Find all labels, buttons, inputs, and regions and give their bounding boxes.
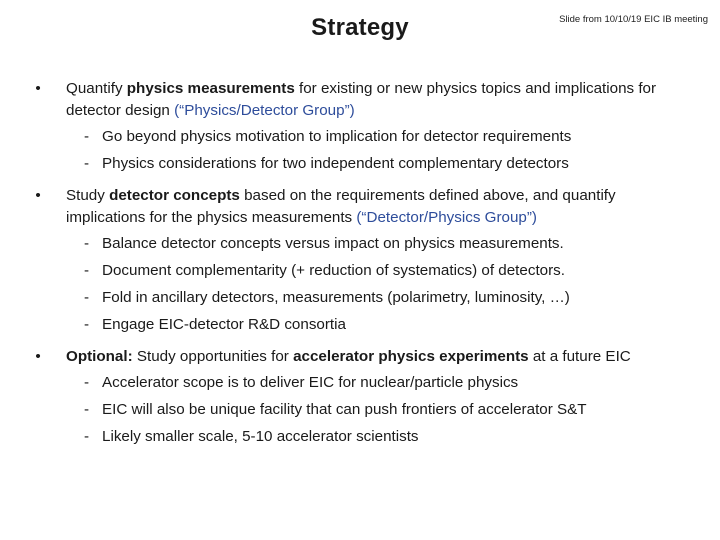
- sub-bullet: [28, 426, 698, 449]
- sub-bullet-text: Likely smaller scale, 5-10 accelerator scientists: [102, 428, 419, 445]
- bullet-detector-concepts: [28, 185, 698, 229]
- dash-marker: -: [84, 128, 90, 145]
- sub-bullet-text: Balance detector concepts versus impact on physics measurements.: [102, 235, 564, 252]
- bullet-text: for existing or new physics topics and implications for detector design: [66, 80, 657, 119]
- sub-bullet: [28, 233, 698, 256]
- bullet-emphasis: physics measurements: [126, 80, 295, 97]
- sub-bullet: [28, 260, 698, 283]
- bullet-marker: •: [35, 348, 41, 365]
- sub-bullet: [28, 126, 698, 149]
- dash-marker: -: [84, 262, 90, 279]
- sub-bullet: [28, 372, 698, 395]
- bullet-text: Study opportunities for: [132, 348, 294, 365]
- source-note: Slide from 10/10/19 EIC IB meeting: [559, 14, 708, 25]
- bullet-marker: •: [35, 187, 41, 204]
- dash-marker: -: [84, 155, 90, 172]
- sub-bullet-text: Document complementarity (+ reduction of systematics) of detectors.: [102, 262, 565, 279]
- group-label: (“Physics/Detector Group”): [174, 102, 355, 119]
- sub-bullet-text: Engage EIC-detector R&D consortia: [102, 316, 346, 333]
- group-label: (“Detector/Physics Group”): [356, 209, 537, 226]
- bullet-text: at a future EIC: [528, 348, 631, 365]
- sub-bullet-text: Physics considerations for two independent complementary detectors: [102, 155, 569, 172]
- bullet-physics-measurements: [28, 78, 698, 122]
- sub-bullet-text: EIC will also be unique facility that can push frontiers of accelerator S&T: [102, 401, 587, 418]
- dash-marker: -: [84, 289, 90, 306]
- dash-marker: -: [84, 374, 90, 391]
- sub-bullet-text: Go beyond physics motivation to implication for detector requirements: [102, 128, 572, 145]
- sub-bullet-text: Accelerator scope is to deliver EIC for nuclear/particle physics: [102, 374, 519, 391]
- bullet-emphasis: detector concepts: [109, 187, 240, 204]
- dash-marker: -: [84, 428, 90, 445]
- dash-marker: -: [84, 316, 90, 333]
- slide-title: Strategy: [311, 14, 409, 41]
- sub-bullet: [28, 153, 698, 176]
- bullet-emphasis: accelerator physics experiments: [293, 348, 529, 365]
- bullet-text: Study: [66, 187, 110, 204]
- sub-bullet: [28, 287, 698, 310]
- bullet-accelerator-physics: [28, 346, 698, 368]
- bullet-text: Quantify: [66, 80, 127, 97]
- bullet-marker: •: [35, 80, 41, 97]
- slide-content: [28, 78, 698, 449]
- dash-marker: -: [84, 235, 90, 252]
- optional-label: Optional:: [66, 348, 133, 365]
- bullet-text: based on the requirements defined above, and quantify implications for the physics measurements: [66, 187, 616, 226]
- sub-bullet: [28, 314, 698, 337]
- sub-bullet-text: Fold in ancillary detectors, measurements (polarimetry, luminosity, …): [102, 289, 570, 306]
- dash-marker: -: [84, 401, 90, 418]
- sub-bullet: [28, 399, 698, 422]
